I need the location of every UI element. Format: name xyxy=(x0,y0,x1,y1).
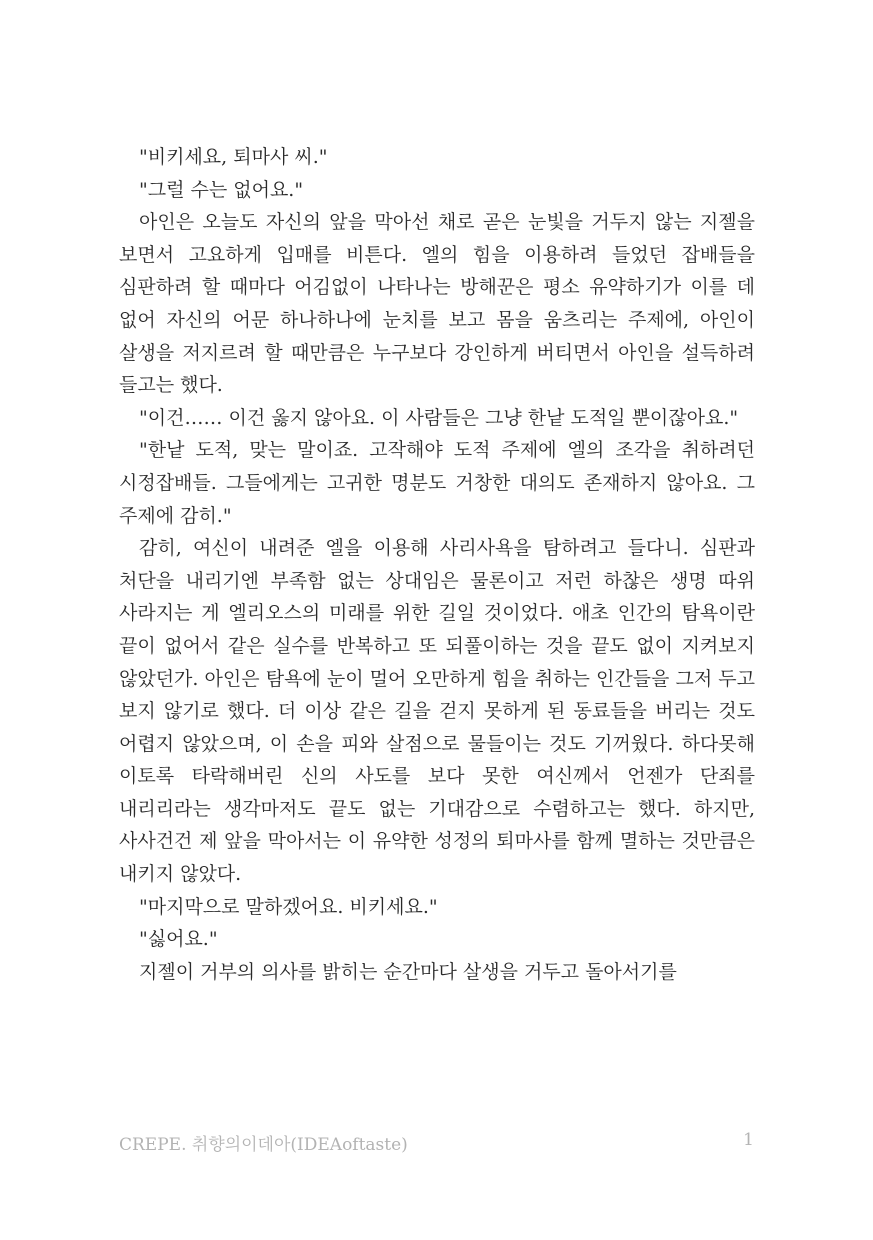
paragraph-8: "싫어요." xyxy=(139,928,218,951)
paragraph-4: "이건…… 이건 옳지 않아요. 이 사람들은 그냥 한낱 도적일 뿐이잖아요." xyxy=(139,406,739,429)
footer-publisher: CREPE. 취향의이데아(IDEAoftaste) xyxy=(119,1135,408,1155)
paragraph-2: "그럴 수는 없어요." xyxy=(139,178,304,201)
paragraph-6: 감히, 여신이 내려준 엘을 이용해 사리사욕을 탐하려고 들다니. 심판과 처단을 내리기엔 부족함 없는 상대임은 물론이고 저런 하찮은 생명 따위 사라지는 게 엘리오스의 미래를 위한 길일 것이었다. 애초 인간의 탐욕이란 끝이 없어서 같은 실수를 반복하고 또 되풀이하는 것을 끝도 없이 지켜보지 않았던가. 아인은 탐욕에 눈이 멀어 오만하게 힘을 취하는 인간들을 그저 두고 보지 않기로 했다. 더 이상 같은 길을 걷지 못하게 된 동료들을 버리는 것도 어렵지 않았으며, 이 손을 피와 살점으로 물들이는 것도 기꺼웠다. 하다못해 이토록 타락해버린 신의 사도를 보다 못한 여신께서 언젠가 단죄를 내리리라는 생각마저도 끝도 없는 기대감으로 수렴하고는 했다. 하지만, 사사건건 제 앞을 막아서는 이 유약한 성정의 퇴마사를 함께 멸하는 것만큼은 내키지 않았다. xyxy=(119,537,755,886)
paragraph-1: "비키세요, 퇴마사 씨." xyxy=(139,146,328,168)
paragraph-3: 아인은 오늘도 자신의 앞을 막아선 채로 곧은 눈빛을 거두지 않는 지젤을 보면서 고요하게 입매를 비튼다. 엘의 힘을 이용하려 들었던 잡배들을 심판하려 할 때마다 어김없이 나타나는 방해꾼은 평소 유약하기가 이를 데 없어 자신의 어문 하나하나에 눈치를 보고 몸을 움츠리는 주제에, 아인이 살생을 저지르려 할 때만큼은 누구보다 강인하게 버티면서 아인을 설득하려 들고는 했다. xyxy=(119,211,755,397)
page-number: 1 xyxy=(743,1130,754,1150)
paragraph-7: "마지막으로 말하겠어요. 비키세요." xyxy=(139,895,438,918)
paragraph-5: "한낱 도적, 맞는 말이죠. 고작해야 도적 주제에 엘의 조각을 취하려던 시정잡배들. 그들에게는 고귀한 명분도 거창한 대의도 존재하지 않아요. 그 주제에 감히." xyxy=(119,439,755,527)
paragraph-9: 지젤이 거부의 의사를 밝히는 순간마다 살생을 거두고 돌아서기를 xyxy=(139,960,677,983)
body-text xyxy=(119,141,755,988)
